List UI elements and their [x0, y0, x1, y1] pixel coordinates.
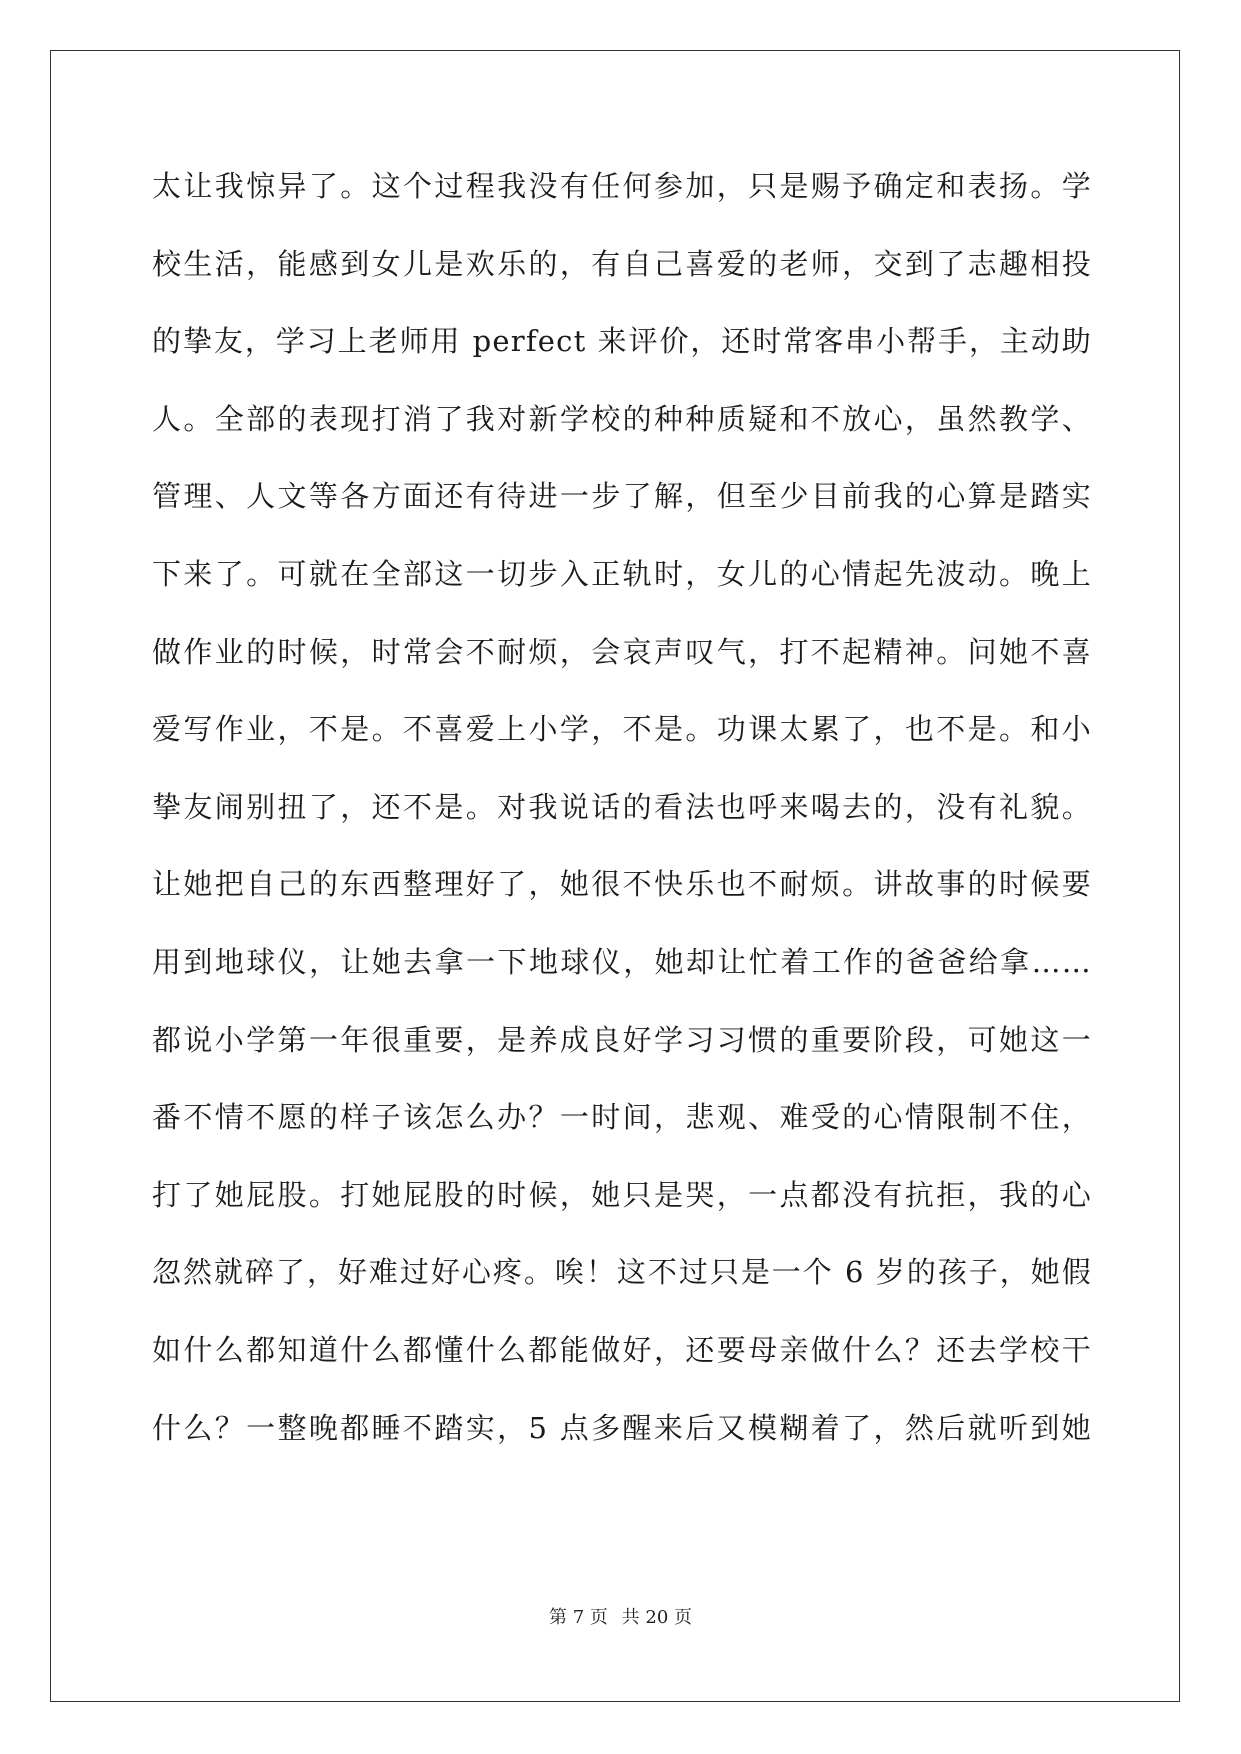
- page-footer: [0, 1603, 1241, 1629]
- text-line: 忽然就碎了，好难过好心疼。唉！这不过只是一个 6 岁的孩子，她假: [152, 1255, 1092, 1290]
- body-text: [152, 148, 1092, 1467]
- text-line: 让她把自己的东西整理好了，她很不快乐也不耐烦。讲故事的时候要: [152, 867, 1092, 902]
- text-line: 番不情不愿的样子该怎么办？一时间，悲观、难受的心情限制不住，: [152, 1100, 1092, 1135]
- text-line: 用到地球仪，让她去拿一下地球仪，她却让忙着工作的爸爸给拿……: [152, 944, 1092, 979]
- text-line: 太让我惊异了。这个过程我没有任何参加，只是赐予确定和表扬。学: [152, 169, 1092, 203]
- text-line: 人。全部的表现打消了我对新学校的种种质疑和不放心，虽然教学、: [152, 401, 1092, 436]
- text-line: 的挚友，学习上老师用 perfect 来评价，还时常客串小帮手，主动助: [152, 324, 1092, 359]
- text-line: 做作业的时候，时常会不耐烦，会哀声叹气，打不起精神。问她不喜: [152, 634, 1092, 669]
- page-total: 共 20 页: [621, 1607, 692, 1628]
- text-line: 都说小学第一年很重要，是养成良好学习习惯的重要阶段，可她这一: [152, 1022, 1092, 1057]
- text-line: 校生活，能感到女儿是欢乐的，有自己喜爱的老师，交到了志趣相投: [152, 246, 1092, 281]
- text-line: 爱写作业，不是。不喜爱上小学，不是。功课太累了，也不是。和小: [152, 712, 1092, 747]
- text-line: 下来了。可就在全部这一切步入正轨时，女儿的心情起先波动。晚上: [152, 556, 1092, 591]
- text-line: 什么？一整晚都睡不踏实，5 点多醒来后又模糊着了，然后就听到她: [152, 1410, 1092, 1445]
- text-line: 打了她屁股。打她屁股的时候，她只是哭，一点都没有抗拒，我的心: [152, 1177, 1092, 1212]
- page-number: 第 7 页: [549, 1607, 608, 1628]
- text-line: 挚友闹别扭了，还不是。对我说话的看法也呼来喝去的，没有礼貌。: [152, 789, 1092, 824]
- text-line: 管理、人文等各方面还有待进一步了解，但至少目前我的心算是踏实: [152, 479, 1092, 514]
- text-line: 如什么都知道什么都懂什么都能做好，还要母亲做什么？还去学校干: [152, 1332, 1092, 1367]
